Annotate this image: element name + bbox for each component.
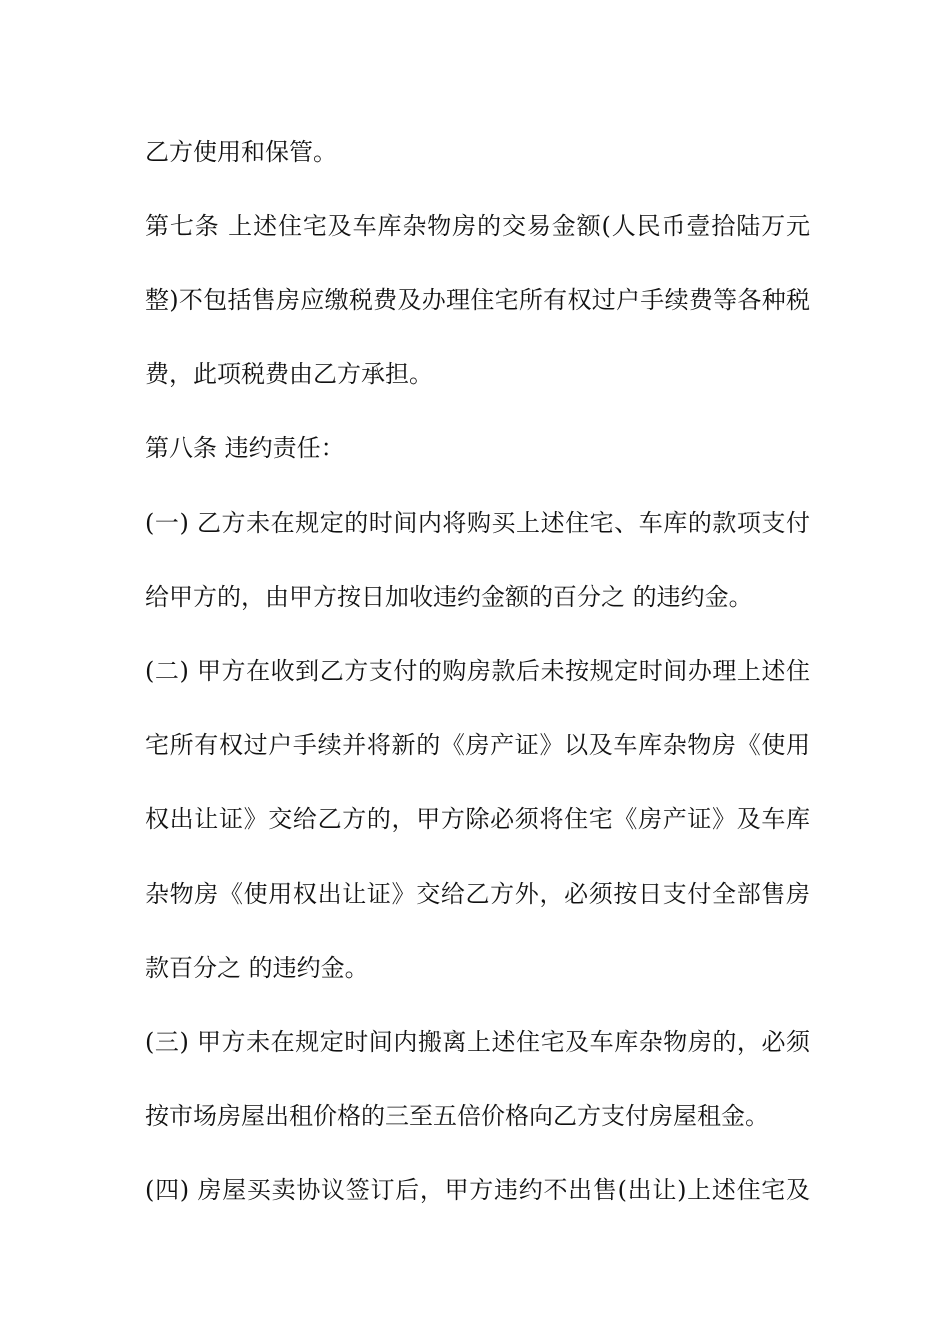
text-line-2: 第七条 上述住宅及车库杂物房的交易金额(人民币壹拾陆万元 — [145, 212, 810, 240]
text-line-15: (四) 房屋买卖协议签订后，甲方违约不出售(出让)上述住宅及 — [145, 1176, 810, 1204]
text-line-7: 给甲方的，由甲方按日加收违约金额的百分之 的违约金。 — [145, 583, 753, 611]
text-line-3: 整)不包括售房应缴税费及办理住宅所有权过户手续费等各种税 — [145, 286, 810, 314]
text-line-14: 按市场房屋出租价格的三至五倍价格向乙方支付房屋租金。 — [145, 1102, 769, 1130]
text-line-9: 宅所有权过户手续并将新的《房产证》以及车库杂物房《使用 — [145, 731, 810, 759]
text-line-1: 乙方使用和保管。 — [145, 138, 337, 166]
text-line-13: (三) 甲方未在规定时间内搬离上述住宅及车库杂物房的，必须 — [145, 1028, 810, 1056]
text-line-8: (二) 甲方在收到乙方支付的购房款后未按规定时间办理上述住 — [145, 657, 810, 685]
text-line-10: 权出让证》交给乙方的，甲方除必须将住宅《房产证》及车库 — [145, 805, 810, 833]
text-line-5: 第八条 违约责任： — [145, 434, 345, 462]
text-line-12: 款百分之 的违约金。 — [145, 954, 369, 982]
text-line-4: 费，此项税费由乙方承担。 — [145, 360, 433, 388]
text-line-11: 杂物房《使用权出让证》交给乙方外，必须按日支付全部售房 — [145, 880, 810, 908]
text-line-6: (一) 乙方未在规定的时间内将购买上述住宅、车库的款项支付 — [145, 509, 810, 537]
